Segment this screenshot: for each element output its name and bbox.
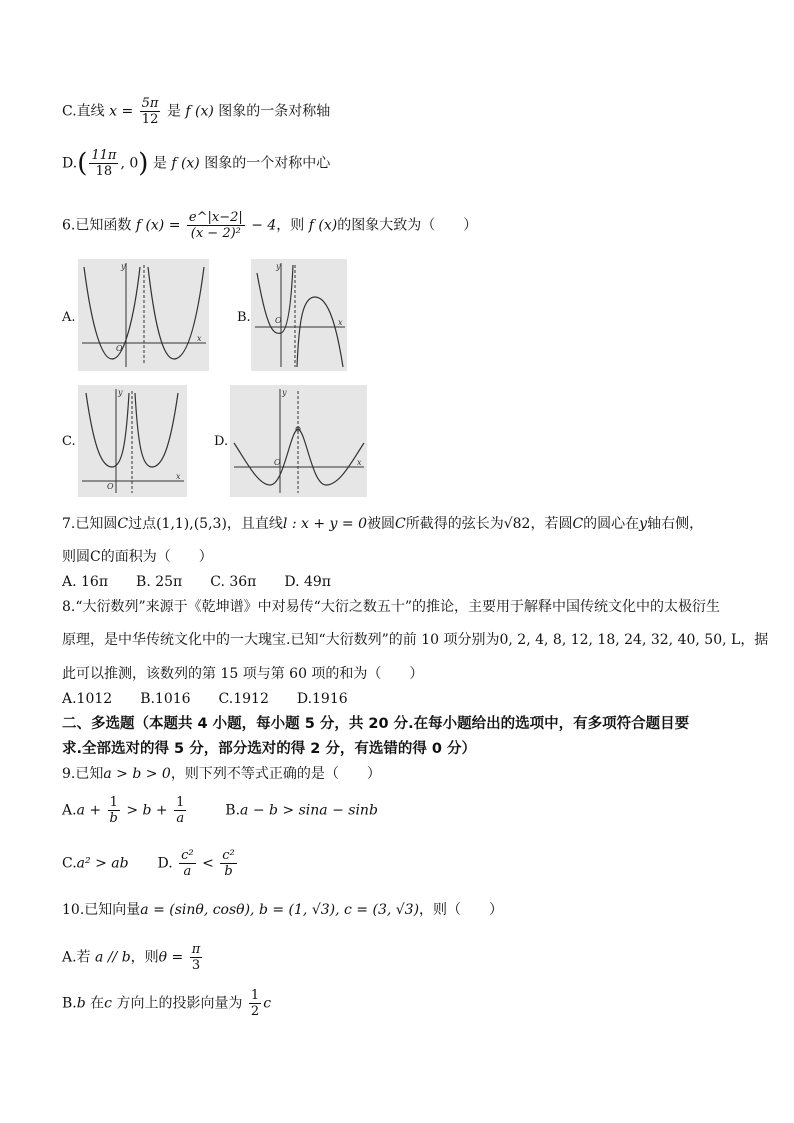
q9-options-cd: C.a² > ab D. $\frac{\text{c²}}{a}$ < $\frac{\text{c²}}{b}$ [62, 848, 235, 879]
svg-text:x: x [197, 334, 202, 343]
q8-stem-line1: 8.“大衍数列”来源于《乾坤谱》中对易传“大衍之数五十”的推论，主要用于解释中国传统文化中的太极衍生 [62, 599, 720, 615]
q6-graph-a[interactable] [78, 259, 209, 371]
q10-option-b: B.b 在c 方向上的投影向量为 $\frac{1}{2}$ c [62, 988, 272, 1019]
q6-label-d: D. [214, 434, 229, 449]
q9-options-ab: A.a + $\frac{1}{b}$ > b + $\frac{1}{a}$ B.a − b > sina − sinb [62, 795, 378, 826]
svg-text:x: x [357, 458, 362, 467]
q5-option-d: D.( $\frac{11\pi}{18}$ , 0) 是 f (x) 图象的一个对称中心 [62, 148, 331, 179]
q6-graph-b[interactable] [251, 259, 347, 371]
q7-options: A. 16π B. 25π C. 36π D. 49π [62, 574, 332, 590]
q10-stem: 10.已知向量a = (sinθ, cosθ), b = (1, √3), c = (3, √3)，则（ ） [62, 902, 504, 918]
q6-label-b: B. [237, 310, 251, 325]
svg-text:y: y [121, 262, 126, 271]
svg-text:y: y [282, 388, 287, 397]
fraction: $\frac{5\pi}{12}$ [141, 96, 159, 127]
q8-stem-line2: 原理，是中华传统文化中的一大瑰宝.已知“大衍数列”的前 10 项分别为0, 2, 4, 8, 12, 18, 24, 32, 40, 50, L，据 [62, 632, 769, 648]
svg-text:O: O [116, 344, 123, 353]
q6-label-a: A. [62, 310, 76, 325]
q10-option-a: A.若 a // b，则θ = $\frac{\pi}{3}$ [62, 942, 201, 973]
svg-text:O: O [107, 482, 114, 491]
svg-text:x: x [338, 318, 343, 327]
section-heading-line2: 求.全部选对的得 5 分，部分选对的得 2 分，有选错的得 0 分） [62, 741, 477, 757]
q6-graph-c[interactable] [78, 385, 187, 497]
q8-options: A.1012 B.1016 C.1912 D.1916 [62, 691, 348, 707]
svg-text:y: y [276, 262, 281, 271]
svg-text:O: O [274, 458, 281, 467]
svg-text:O: O [275, 316, 282, 325]
svg-text:x: x [176, 472, 181, 481]
q7-stem-line2: 则圆C的面积为（ ） [62, 549, 213, 565]
q5-option-c: C.直线 x = $\frac{5\pi}{12}$ 是 f (x) 图象的一条对称轴 [62, 96, 331, 127]
q6-graph-d[interactable] [230, 385, 367, 497]
q9-stem: 9.已知a > b > 0，则下列不等式正确的是（ ） [62, 766, 381, 782]
q6-label-c: C. [62, 434, 76, 449]
q6-stem: 6.已知函数 f (x) = $\frac{e\^{}|x-2|}{\text{(x − 2)²}}$ − 4，则 f (x)的图象大致为（ ） [62, 210, 478, 241]
q7-stem-line1: 7.已知圆C过点(1,1),(5,3)，且直线l : x + y = 0被圆C所截得的弦长为√82，若圆C的圆心在y轴右侧， [62, 516, 704, 532]
q8-stem-line3: 此可以推测，该数列的第 15 项与第 60 项的和为（ ） [62, 666, 424, 682]
svg-text:y: y [118, 388, 123, 397]
section-heading-line1: 二、多选题（本题共 4 小题，每小题 5 分，共 20 分.在每小题给出的选项中，有多项符合题目要 [62, 716, 690, 732]
